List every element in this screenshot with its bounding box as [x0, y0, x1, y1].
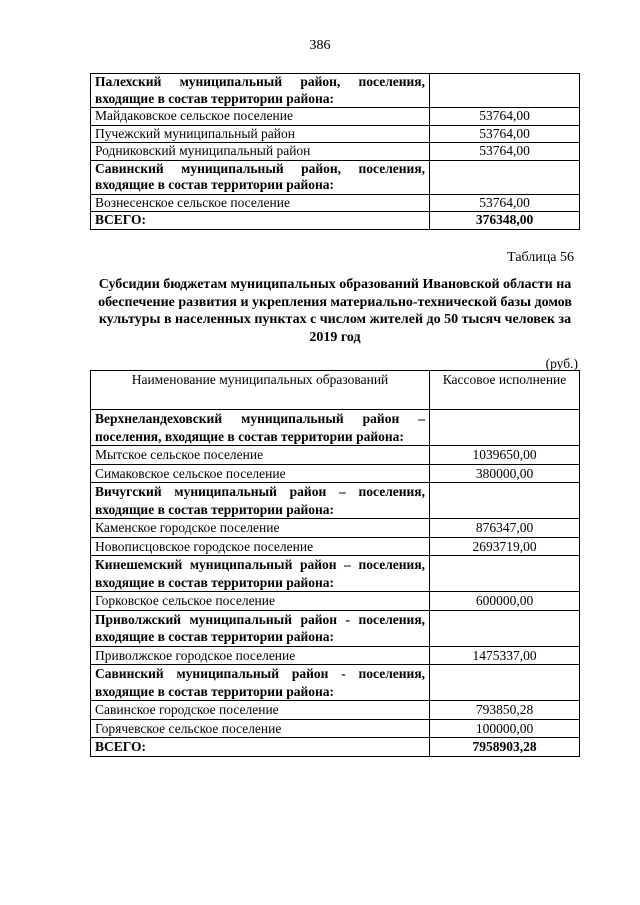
row-name: Симаковское сельское поселение [91, 464, 430, 483]
row-value: 600000,00 [430, 592, 580, 611]
subsidy-table-continued [90, 73, 580, 230]
table-body [91, 74, 580, 230]
row-name: Савинское городское поселение [91, 701, 430, 720]
row-value: 876347,00 [430, 519, 580, 538]
row-value: 1475337,00 [430, 646, 580, 665]
row-value [430, 610, 580, 646]
row-value [430, 556, 580, 592]
row-name: Кинешемский муниципальный район – поселения, входящие в состав территории района: [91, 556, 430, 592]
page-number: 386 [309, 38, 331, 53]
row-name: Каменское городское поселение [91, 519, 430, 538]
row-name: Приволжское городское поселение [91, 646, 430, 665]
row-name: ВСЕГО: [91, 738, 430, 757]
row-name: Горячевское сельское поселение [91, 719, 430, 738]
table-body [91, 371, 580, 757]
row-name: Майдаковское сельское поселение [91, 108, 430, 126]
row-value [430, 160, 580, 194]
row-name: Палехский муниципальный район, поселения, входящие в состав территории района: [91, 74, 430, 108]
row-name: Приволжский муниципальный район - поселения, входящие в состав территории района: [91, 610, 430, 646]
table-row [91, 701, 580, 720]
table-row-group [91, 556, 580, 592]
table-row [91, 125, 580, 143]
row-name: Савинский муниципальный район - поселения, входящие в состав территории района: [91, 665, 430, 701]
table-row-group [91, 610, 580, 646]
row-name: Пучежский муниципальный район [91, 125, 430, 143]
row-value: 2693719,00 [430, 537, 580, 556]
table-row [91, 537, 580, 556]
row-name: Савинский муниципальный район, поселения, входящие в состав территории района: [91, 160, 430, 194]
table-row [91, 108, 580, 126]
table-header-row [91, 371, 580, 410]
row-name: Верхнеландеховский муниципальный район – поселения, входящие в состав территории района: [91, 410, 430, 446]
table-row [91, 143, 580, 161]
row-value: 53764,00 [430, 108, 580, 126]
table-label: Таблица 56 [507, 250, 574, 265]
row-value: 380000,00 [430, 464, 580, 483]
table-row-group [91, 160, 580, 194]
table-row [91, 719, 580, 738]
subsidy-table-56 [90, 370, 580, 757]
row-value: 7958903,28 [430, 738, 580, 757]
table-row [91, 592, 580, 611]
row-value [430, 665, 580, 701]
row-value [430, 483, 580, 519]
row-value: 793850,28 [430, 701, 580, 720]
row-name: Горковское сельское поселение [91, 592, 430, 611]
table-title: Субсидии бюджетам муниципальных образований Ивановской области на обеспечение развития и укрепления материально-технической базы домов культуры в населенных пунктах с числом жителей до 50 тысяч человек за 2019 год [98, 277, 572, 345]
row-name: Вичугский муниципальный район – поселения, входящие в состав территории района: [91, 483, 430, 519]
row-name: Мытское сельское поселение [91, 446, 430, 465]
row-value [430, 410, 580, 446]
column-header-value: Кассовое исполнение [430, 371, 580, 410]
table-row [91, 446, 580, 465]
row-name: Вознесенское сельское поселение [91, 194, 430, 212]
row-value: 53764,00 [430, 125, 580, 143]
table-row-group [91, 483, 580, 519]
table-row-group [91, 738, 580, 757]
table-row-group [91, 212, 580, 230]
row-value: 53764,00 [430, 143, 580, 161]
table-row-group [91, 74, 580, 108]
row-name: Родниковский муниципальный район [91, 143, 430, 161]
row-value: 376348,00 [430, 212, 580, 230]
table-row-group [91, 665, 580, 701]
row-name: ВСЕГО: [91, 212, 430, 230]
table-row [91, 646, 580, 665]
row-value [430, 74, 580, 108]
row-name: Новописцовское городское поселение [91, 537, 430, 556]
column-header-name: Наименование муниципальных образований [91, 371, 430, 410]
table-row [91, 519, 580, 538]
row-value: 1039650,00 [430, 446, 580, 465]
table-row [91, 464, 580, 483]
row-value: 100000,00 [430, 719, 580, 738]
table-row [91, 194, 580, 212]
row-value: 53764,00 [430, 194, 580, 212]
table-row-group [91, 410, 580, 446]
unit-label: (руб.) [545, 356, 578, 371]
